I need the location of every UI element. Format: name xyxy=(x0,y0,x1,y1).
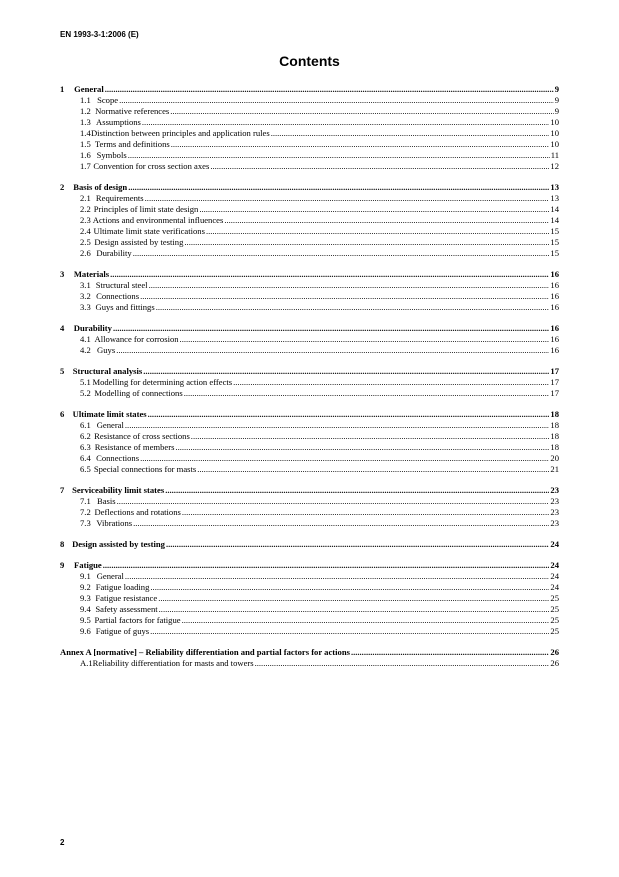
toc-dot-leader xyxy=(184,388,550,399)
toc-subsection-entry[interactable] xyxy=(60,280,559,291)
toc-entry-number: 1.7 xyxy=(80,161,91,171)
toc-dot-leader xyxy=(206,226,549,237)
toc-dot-leader xyxy=(156,302,550,313)
toc-entry-title: Safety assessment xyxy=(95,604,158,614)
toc-entry-title: Special connections for masts xyxy=(93,464,197,474)
toc-entry-number: 2.3 xyxy=(80,215,91,225)
toc-entry-title: Basis of design xyxy=(73,182,128,192)
toc-dot-leader xyxy=(140,291,549,302)
toc-dot-leader xyxy=(128,150,550,161)
toc-chapter-entry[interactable] xyxy=(60,647,559,658)
page-number: 2 xyxy=(60,838,65,847)
toc-entry-title: Ultimate limit state verifications xyxy=(93,226,205,236)
toc-entry-number: 9.4 xyxy=(80,604,91,614)
toc-subsection-entry[interactable] xyxy=(60,117,559,128)
toc-entry-page: 16 xyxy=(550,269,559,279)
toc-entry-title: General xyxy=(96,571,124,581)
toc-entry-title: Connections xyxy=(96,291,140,301)
toc-entry-page: 23 xyxy=(550,507,559,517)
toc-entry-number: 3 xyxy=(60,269,65,279)
toc-subsection-entry[interactable] xyxy=(60,453,559,464)
toc-dot-leader xyxy=(119,95,554,106)
toc-dot-leader xyxy=(199,204,549,215)
toc-entry-number: 1.3 xyxy=(80,117,91,127)
toc-section xyxy=(60,84,559,172)
toc-subsection-entry[interactable] xyxy=(60,507,559,518)
toc-entry-page: 18 xyxy=(550,442,559,452)
toc-chapter-entry[interactable] xyxy=(60,560,559,571)
toc-entry-title: Convention for cross section axes xyxy=(93,161,210,171)
toc-section xyxy=(60,647,559,669)
toc-subsection-entry[interactable] xyxy=(60,215,559,226)
toc-entry-number: 6.5 xyxy=(80,464,91,474)
toc-entry-page: 11 xyxy=(550,150,559,160)
toc-dot-leader xyxy=(159,604,550,615)
toc-dot-leader xyxy=(148,409,550,420)
toc-entry-page: 13 xyxy=(550,182,559,192)
toc-entry-page: 15 xyxy=(550,237,559,247)
toc-entry-title: Vibrations xyxy=(96,518,133,528)
toc-entry-title: Normative references xyxy=(95,106,170,116)
toc-entry-number: 4.1 xyxy=(80,334,91,344)
toc-dot-leader xyxy=(184,237,549,248)
toc-entry-page: 24 xyxy=(550,560,559,570)
toc-entry-page: 23 xyxy=(550,518,559,528)
toc-entry-number: A.1 xyxy=(80,658,93,668)
toc-dot-leader xyxy=(175,442,549,453)
toc-entry-page: 13 xyxy=(550,193,559,203)
toc-entry-number: 2.4 xyxy=(80,226,91,236)
toc-dot-leader xyxy=(224,215,549,226)
toc-entry-page: 18 xyxy=(550,409,559,419)
toc-entry-page: 20 xyxy=(550,453,559,463)
toc-dot-leader xyxy=(170,106,553,117)
toc-dot-leader xyxy=(116,345,549,356)
toc-entry-title: Durability xyxy=(73,323,112,333)
toc-entry-number: 9 xyxy=(60,560,65,570)
toc-dot-leader xyxy=(210,161,549,172)
toc-subsection-entry[interactable] xyxy=(60,248,559,259)
toc-entry-title: Fatigue loading xyxy=(95,582,150,592)
toc-entry-number: 2.2 xyxy=(80,204,91,214)
toc-entry-page: 15 xyxy=(550,226,559,236)
toc-entry-page: 25 xyxy=(550,593,559,603)
toc-entry-page: 16 xyxy=(550,280,559,290)
toc-entry-number: 1.1 xyxy=(80,95,91,105)
toc-entry-page: 18 xyxy=(550,420,559,430)
table-of-contents xyxy=(60,84,559,679)
toc-entry-number: 9.6 xyxy=(80,626,91,636)
toc-entry-number: 5.2 xyxy=(80,388,91,398)
toc-entry-number: 7 xyxy=(60,485,65,495)
toc-dot-leader xyxy=(182,615,550,626)
toc-entry-number: 6.2 xyxy=(80,431,91,441)
toc-dot-leader xyxy=(191,431,550,442)
toc-section xyxy=(60,539,559,550)
toc-entry-title: Serviceability limit states xyxy=(72,485,165,495)
toc-subsection-entry[interactable] xyxy=(60,204,559,215)
toc-entry-title: Connections xyxy=(96,453,140,463)
toc-entry-page: 14 xyxy=(550,204,559,214)
toc-entry-page: 16 xyxy=(550,323,559,333)
toc-entry-page: 9 xyxy=(554,84,559,94)
toc-entry-page: 10 xyxy=(550,139,559,149)
toc-entry-page: 26 xyxy=(550,647,559,657)
toc-dot-leader xyxy=(165,485,549,496)
toc-entry-title: Requirements xyxy=(95,193,144,203)
toc-chapter-entry[interactable] xyxy=(60,485,559,496)
toc-entry-title: Design assisted by testing xyxy=(94,237,184,247)
toc-entry-title: Principles of limit state design xyxy=(93,204,199,214)
toc-entry-title: Partial factors for fatigue xyxy=(94,615,181,625)
toc-entry-title: Fatigue of guys xyxy=(95,626,150,636)
toc-entry-page: 18 xyxy=(550,431,559,441)
toc-dot-leader xyxy=(103,560,550,571)
toc-subsection-entry[interactable] xyxy=(60,150,559,161)
toc-entry-title: Annex A [normative] – Reliability differentiation and partial factors for actions xyxy=(60,647,350,657)
toc-chapter-entry[interactable] xyxy=(60,84,559,95)
page-title: Contents xyxy=(279,53,340,69)
toc-entry-number: 7.3 xyxy=(80,518,91,528)
toc-entry-page: 24 xyxy=(550,539,559,549)
toc-entry-page: 17 xyxy=(550,388,559,398)
toc-chapter-entry[interactable] xyxy=(60,409,559,420)
toc-entry-number: 6.4 xyxy=(80,453,91,463)
toc-subsection-entry[interactable] xyxy=(60,237,559,248)
toc-section xyxy=(60,269,559,313)
toc-entry-page: 12 xyxy=(550,161,559,171)
toc-chapter-entry[interactable] xyxy=(60,182,559,193)
toc-entry-title: Resistance of members xyxy=(94,442,175,452)
toc-dot-leader xyxy=(142,117,550,128)
toc-subsection-entry[interactable] xyxy=(60,106,559,117)
toc-entry-title: Modelling for determining action effects xyxy=(92,377,233,387)
toc-subsection-entry[interactable] xyxy=(60,571,559,582)
toc-dot-leader xyxy=(128,182,549,193)
toc-subsection-entry[interactable] xyxy=(60,388,559,399)
toc-dot-leader xyxy=(180,334,550,345)
toc-subsection-entry[interactable] xyxy=(60,161,559,172)
toc-subsection-entry[interactable] xyxy=(60,464,559,475)
toc-dot-leader xyxy=(255,658,550,669)
toc-entry-page: 25 xyxy=(550,604,559,614)
toc-subsection-entry[interactable] xyxy=(60,334,559,345)
toc-subsection-entry[interactable] xyxy=(60,291,559,302)
toc-entry-page: 23 xyxy=(550,496,559,506)
toc-subsection-entry[interactable] xyxy=(60,496,559,507)
toc-dot-leader xyxy=(133,518,549,529)
toc-entry-title: Durability xyxy=(96,248,132,258)
toc-entry-title: General xyxy=(96,420,124,430)
toc-entry-number: 4.2 xyxy=(80,345,91,355)
toc-entry-page: 16 xyxy=(550,291,559,301)
toc-entry-page: 10 xyxy=(550,117,559,127)
toc-entry-title: Guys xyxy=(97,345,116,355)
toc-entry-title: Materials xyxy=(73,269,110,279)
toc-chapter-entry[interactable] xyxy=(60,366,559,377)
toc-subsection-entry[interactable] xyxy=(60,128,559,139)
toc-dot-leader xyxy=(125,420,550,431)
toc-dot-leader xyxy=(351,647,549,658)
toc-entry-page: 14 xyxy=(550,215,559,225)
toc-entry-title: Structural analysis xyxy=(72,366,143,376)
toc-dot-leader xyxy=(143,366,549,377)
toc-entry-page: 15 xyxy=(550,248,559,258)
toc-subsection-entry[interactable] xyxy=(60,658,559,669)
toc-dot-leader xyxy=(133,248,550,259)
toc-entry-title: Reliability differentiation for masts and towers xyxy=(92,658,254,668)
toc-dot-leader xyxy=(150,582,549,593)
toc-dot-leader xyxy=(182,507,550,518)
toc-entry-number: 9.5 xyxy=(80,615,91,625)
toc-entry-number: 6 xyxy=(60,409,65,419)
toc-entry-title: Scope xyxy=(97,95,119,105)
toc-dot-leader xyxy=(145,193,550,204)
toc-entry-number: 5.1 xyxy=(80,377,91,387)
toc-subsection-entry[interactable] xyxy=(60,518,559,529)
toc-subsection-entry[interactable] xyxy=(60,604,559,615)
toc-dot-leader xyxy=(105,84,554,95)
toc-entry-number: 6.3 xyxy=(80,442,91,452)
toc-subsection-entry[interactable] xyxy=(60,193,559,204)
toc-dot-leader xyxy=(197,464,549,475)
toc-entry-page: 17 xyxy=(550,377,559,387)
toc-entry-title: Resistance of cross sections xyxy=(94,431,190,441)
toc-subsection-entry[interactable] xyxy=(60,593,559,604)
toc-chapter-entry[interactable] xyxy=(60,323,559,334)
toc-entry-title: Terms and definitions xyxy=(94,139,170,149)
toc-subsection-entry[interactable] xyxy=(60,302,559,313)
toc-entry-page: 9 xyxy=(554,106,559,116)
toc-subsection-entry[interactable] xyxy=(60,582,559,593)
toc-section xyxy=(60,366,559,399)
toc-entry-number: 3.2 xyxy=(80,291,91,301)
toc-entry-page: 25 xyxy=(550,626,559,636)
toc-entry-title: Basis xyxy=(97,496,116,506)
toc-entry-page: 25 xyxy=(550,615,559,625)
toc-entry-number: 8 xyxy=(60,539,65,549)
toc-entry-title: Allowance for corrosion xyxy=(94,334,179,344)
toc-entry-number: 1.6 xyxy=(80,150,91,160)
document-identifier: EN 1993-3-1:2006 (E) xyxy=(60,30,139,39)
toc-subsection-entry[interactable] xyxy=(60,420,559,431)
toc-entry-page: 9 xyxy=(554,95,559,105)
toc-section xyxy=(60,182,559,259)
toc-subsection-entry[interactable] xyxy=(60,139,559,150)
toc-entry-page: 16 xyxy=(550,302,559,312)
toc-dot-leader xyxy=(149,280,550,291)
toc-entry-number: 3.1 xyxy=(80,280,91,290)
toc-entry-number: 7.1 xyxy=(80,496,91,506)
toc-entry-number: 2.1 xyxy=(80,193,91,203)
toc-entry-title: General xyxy=(74,84,104,94)
toc-subsection-entry[interactable] xyxy=(60,615,559,626)
toc-dot-leader xyxy=(117,496,550,507)
toc-entry-title: Guys and fittings xyxy=(95,302,155,312)
toc-entry-number: 1 xyxy=(60,84,65,94)
toc-entry-number: 2 xyxy=(60,182,65,192)
toc-entry-page: 24 xyxy=(550,582,559,592)
toc-dot-leader xyxy=(158,593,549,604)
toc-entry-number: 2.5 xyxy=(80,237,91,247)
toc-entry-title: Ultimate limit states xyxy=(72,409,147,419)
toc-section xyxy=(60,560,559,637)
toc-entry-number: 1.4 xyxy=(80,128,91,138)
toc-section xyxy=(60,485,559,529)
toc-entry-title: Fatigue resistance xyxy=(95,593,158,603)
toc-entry-title: Distinction between principles and application rules xyxy=(90,128,270,138)
toc-entry-page: 23 xyxy=(550,485,559,495)
toc-entry-page: 16 xyxy=(550,345,559,355)
toc-chapter-entry[interactable] xyxy=(60,539,559,550)
toc-dot-leader xyxy=(171,139,550,150)
toc-chapter-entry[interactable] xyxy=(60,269,559,280)
toc-entry-number: 1.5 xyxy=(80,139,91,149)
toc-entry-page: 26 xyxy=(550,658,559,668)
toc-entry-number: 7.2 xyxy=(80,507,91,517)
toc-section xyxy=(60,409,559,475)
toc-entry-number: 9.1 xyxy=(80,571,91,581)
toc-dot-leader xyxy=(125,571,550,582)
toc-entry-page: 24 xyxy=(550,571,559,581)
toc-entry-page: 21 xyxy=(550,464,559,474)
toc-entry-page: 10 xyxy=(550,128,559,138)
toc-section xyxy=(60,323,559,356)
toc-subsection-entry[interactable] xyxy=(60,226,559,237)
toc-subsection-entry[interactable] xyxy=(60,442,559,453)
toc-entry-title: Actions and environmental influences xyxy=(92,215,224,225)
toc-dot-leader xyxy=(233,377,549,388)
toc-entry-page: 16 xyxy=(550,334,559,344)
toc-entry-number: 9.3 xyxy=(80,593,91,603)
toc-entry-title: Structural steel xyxy=(95,280,148,290)
toc-entry-number: 2.6 xyxy=(80,248,91,258)
toc-dot-leader xyxy=(140,453,549,464)
toc-entry-title: Assumptions xyxy=(96,117,141,127)
toc-dot-leader xyxy=(166,539,549,550)
toc-dot-leader xyxy=(110,269,549,280)
toc-entry-title: Fatigue xyxy=(74,560,102,570)
toc-subsection-entry[interactable] xyxy=(60,345,559,356)
toc-subsection-entry[interactable] xyxy=(60,95,559,106)
toc-entry-title: Design assisted by testing xyxy=(72,539,165,549)
toc-dot-leader xyxy=(271,128,550,139)
toc-entry-number: 6.1 xyxy=(80,420,91,430)
toc-entry-number: 4 xyxy=(60,323,65,333)
toc-entry-number: 5 xyxy=(60,366,65,376)
toc-entry-title: Symbols xyxy=(96,150,127,160)
toc-dot-leader xyxy=(113,323,549,334)
toc-subsection-entry[interactable] xyxy=(60,431,559,442)
toc-entry-number: 9.2 xyxy=(80,582,91,592)
toc-dot-leader xyxy=(150,626,549,637)
toc-entry-title: Modelling of connections xyxy=(94,388,183,398)
toc-entry-title: Deflections and rotations xyxy=(94,507,181,517)
toc-subsection-entry[interactable] xyxy=(60,377,559,388)
toc-subsection-entry[interactable] xyxy=(60,626,559,637)
toc-entry-number: 1.2 xyxy=(80,106,91,116)
toc-entry-page: 17 xyxy=(550,366,559,376)
toc-entry-number: 3.3 xyxy=(80,302,91,312)
